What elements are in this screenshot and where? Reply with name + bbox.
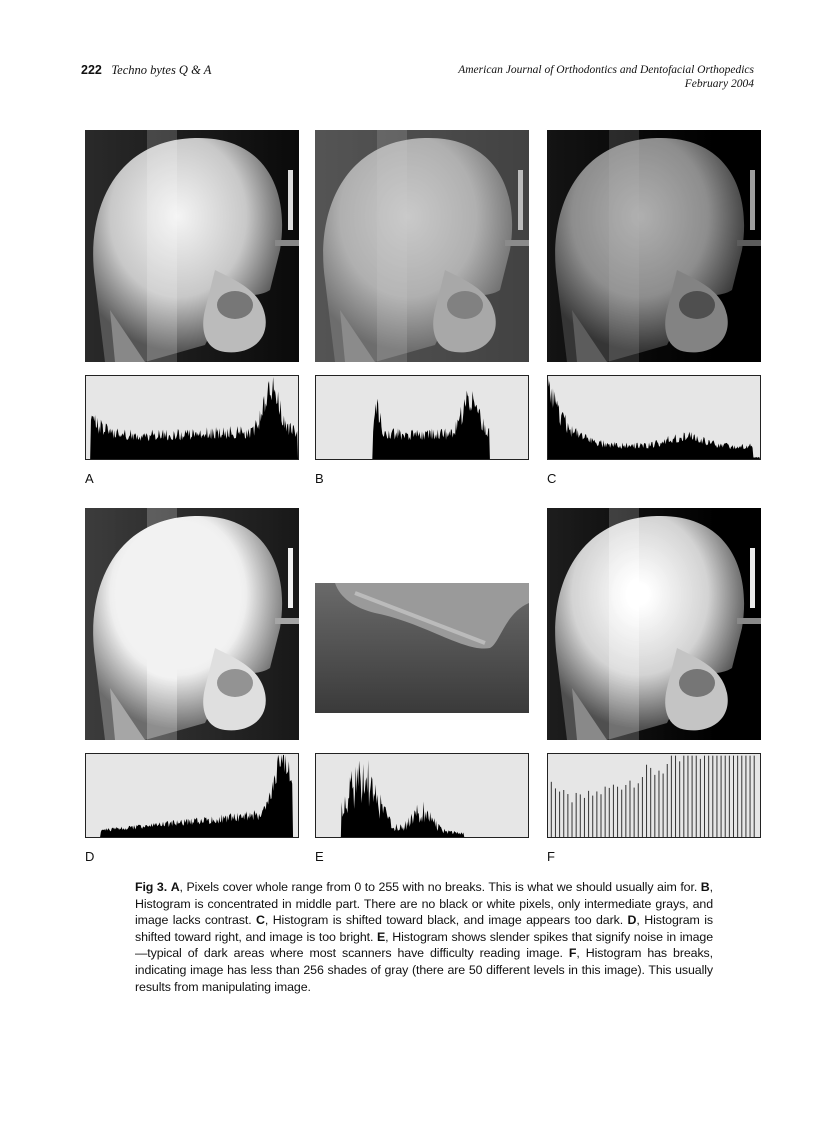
panel-c-image (547, 130, 761, 362)
running-header-left (81, 63, 211, 78)
panel-b-label: B (315, 471, 324, 486)
histogram-area (548, 378, 760, 459)
caption-key-c: C (256, 913, 265, 928)
figure-caption (135, 879, 713, 995)
panel-f-label: F (547, 849, 555, 864)
issue-date: February 2004 (684, 78, 754, 90)
panel-b-histogram (315, 375, 529, 460)
panel-e-image (315, 583, 529, 713)
panel-d-histogram (85, 753, 299, 838)
running-header-right (458, 63, 754, 91)
panel-f-image (547, 508, 761, 740)
caption-key-d: D (627, 913, 637, 928)
panel-d-image (85, 508, 299, 740)
histogram-area (316, 390, 528, 459)
page-number: 222 (81, 63, 102, 77)
histogram-area (86, 755, 298, 837)
journal-title: American Journal of Orthodontics and Dentofacial Orthopedics (458, 64, 754, 76)
section-title: Techno bytes Q & A (111, 63, 212, 77)
panel-b-image (315, 130, 529, 362)
caption-fig-label: Fig 3. (135, 880, 168, 894)
caption-key-e: E (377, 929, 386, 944)
caption-key-f: F (568, 946, 577, 961)
caption-key-b: B (700, 880, 710, 894)
panel-c-label: C (547, 471, 557, 486)
panel-a-label: A (85, 471, 94, 486)
caption-text-e: , Histogram shows slender spikes that signify noise in image—typical of dark areas where most scanners have difficulty reading image. (135, 929, 713, 961)
histogram-area (86, 377, 298, 459)
panel-e-histogram (315, 753, 529, 838)
panel-d-label: D (85, 849, 95, 864)
panel-a-histogram (85, 375, 299, 460)
caption-text-a: , Pixels cover whole range from 0 to 255 with no breaks. This is what we should usually aim for. (179, 880, 701, 894)
panel-a-image (85, 130, 299, 362)
panel-c-histogram (547, 375, 761, 460)
panel-f-histogram (547, 753, 761, 838)
caption-text-d: , Histogram is shifted toward right, and image is too bright. (135, 913, 713, 944)
caption-text-f: , Histogram has breaks, indicating image has less than 256 shades of gray (there are 50 different levels in this image). This usually results from manipulating image. (135, 946, 713, 994)
caption-text-b: , Histogram is concentrated in middle part. There are no black or white pixels, only intermediate grays, and image lacks contrast. (135, 880, 713, 928)
panel-e-label: E (315, 849, 324, 864)
caption-text-c: , Histogram is shifted toward black, and image appears too dark. (264, 913, 628, 928)
caption-key-a: A (170, 880, 180, 894)
histogram-area (316, 760, 528, 837)
